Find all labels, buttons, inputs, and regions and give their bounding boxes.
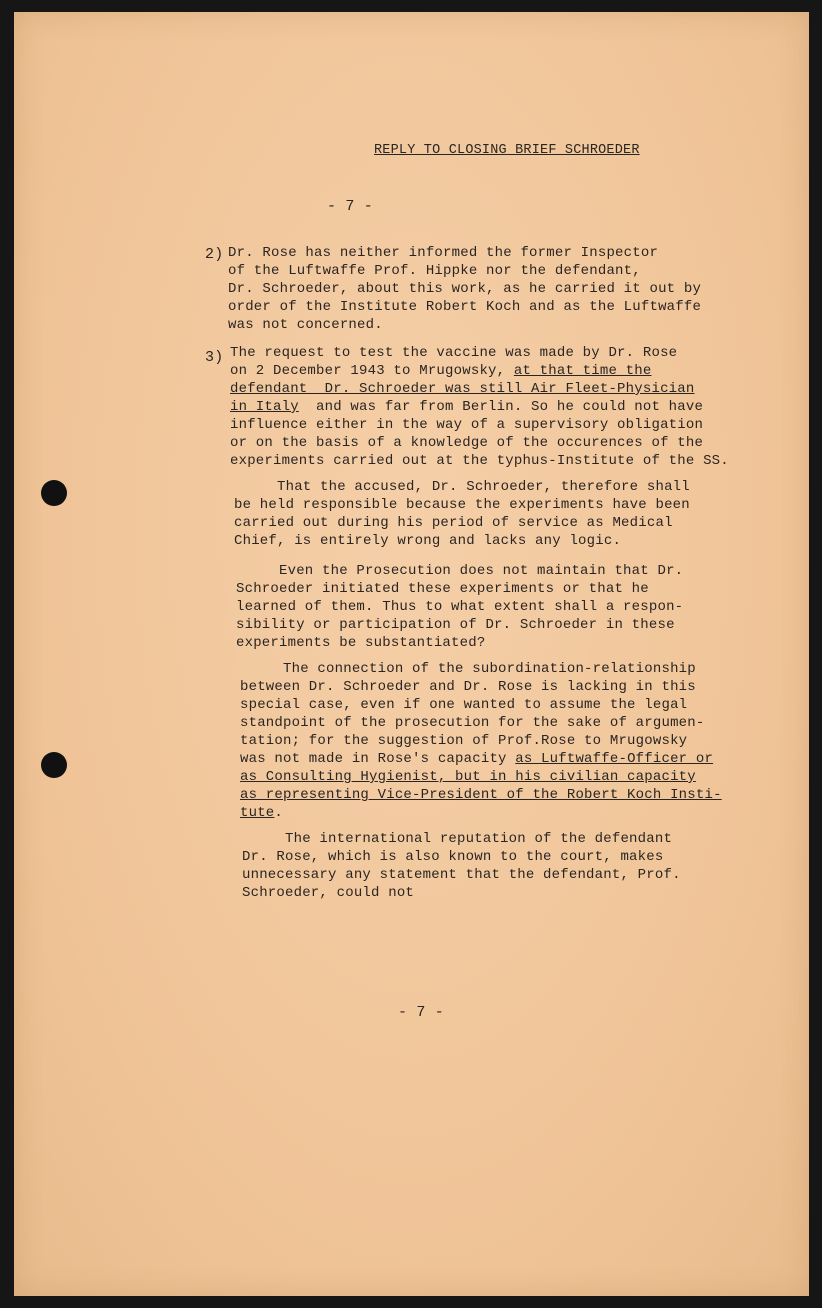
text-span: and was far from Berlin. So he could not have: [298, 399, 704, 415]
underlined-text: in Italy: [230, 399, 299, 415]
underlined-text: at that time the: [513, 363, 652, 379]
text-line: [230, 362, 729, 380]
underlined-text: defendant Dr. Schroeder was still Air Fleet-Physician: [230, 381, 695, 397]
item-2-text: [228, 244, 701, 334]
item-3-text: [230, 344, 729, 470]
item-number: 2): [205, 246, 224, 263]
text-line: [240, 786, 722, 804]
text-line: Dr. Schroeder, about this work, as he carried it out by: [228, 281, 702, 297]
text-line: order of the Institute Robert Koch and as the Luftwaffe: [228, 299, 702, 315]
text-line: tation; for the suggestion of Prof.Rose to Mrugowsky: [240, 733, 688, 749]
text-line: The connection of the subordination-relationship: [240, 661, 696, 677]
paragraph-prosecution: [236, 562, 683, 652]
text-line: Chief, is entirely wrong and lacks any logic.: [234, 533, 622, 549]
text-line: or on the basis of a knowledge of the occurences of the: [230, 435, 704, 451]
text-line: Dr. Rose, which is also known to the court, makes: [242, 849, 664, 865]
text-line: [230, 380, 729, 398]
text-line: sibility or participation of Dr. Schroeder in these: [236, 617, 675, 633]
text-line: The international reputation of the defendant: [242, 831, 673, 847]
text-line: [230, 398, 729, 416]
paragraph-subordination: [240, 660, 722, 822]
text-line: [240, 768, 722, 786]
text-line: between Dr. Schroeder and Dr. Rose is lacking in this: [240, 679, 696, 695]
underlined-text: tute: [240, 805, 275, 821]
text-line: Schroeder initiated these experiments or that he: [236, 581, 649, 597]
text-line: That the accused, Dr. Schroeder, therefore shall: [234, 479, 690, 495]
text-line: Even the Prosecution does not maintain that Dr.: [236, 563, 684, 579]
punch-hole: [41, 752, 67, 778]
text-line: influence either in the way of a supervisory obligation: [230, 417, 704, 433]
text-line: Dr. Rose has neither informed the former Inspector: [228, 245, 659, 261]
text-span: was not made in Rose's capacity: [240, 751, 516, 767]
punch-hole: [41, 480, 67, 506]
text-line: experiments be substantiated?: [236, 635, 486, 651]
text-line: standpoint of the prosecution for the sake of argumen-: [240, 715, 705, 731]
page-number-top: - 7 -: [327, 198, 374, 215]
text-line: experiments carried out at the typhus-Institute of the SS.: [230, 453, 729, 469]
underlined-text: as Consulting Hygienist, but in his civilian capacity: [240, 769, 696, 785]
document-page: [14, 12, 809, 1296]
underlined-text: as Luftwaffe-Officer or: [515, 751, 714, 767]
text-line: of the Luftwaffe Prof. Hippke nor the defendant,: [228, 263, 641, 279]
paragraph-accused: [234, 478, 690, 550]
item-number: 3): [205, 349, 224, 366]
page-number-bottom: - 7 -: [398, 1004, 445, 1021]
text-line: was not concerned.: [228, 317, 383, 333]
text-line: be held responsible because the experiments have been: [234, 497, 690, 513]
text-line: [240, 804, 722, 822]
paragraph-reputation: [242, 830, 681, 902]
text-line: [240, 750, 722, 768]
text-line: unnecessary any statement that the defendant, Prof.: [242, 867, 681, 883]
text-span: on 2 December 1943 to Mrugowsky,: [230, 363, 514, 379]
text-line: Schroeder, could not: [242, 885, 415, 901]
text-line: special case, even if one wanted to assume the legal: [240, 697, 688, 713]
text-line: The request to test the vaccine was made by Dr. Rose: [230, 345, 678, 361]
underlined-text: as representing Vice-President of the Robert Koch Insti-: [240, 787, 722, 803]
text-line: learned of them. Thus to what extent shall a respon-: [236, 599, 684, 615]
text-span: .: [274, 805, 284, 821]
text-line: carried out during his period of service as Medical: [234, 515, 673, 531]
document-title: REPLY TO CLOSING BRIEF SCHROEDER: [374, 143, 640, 158]
